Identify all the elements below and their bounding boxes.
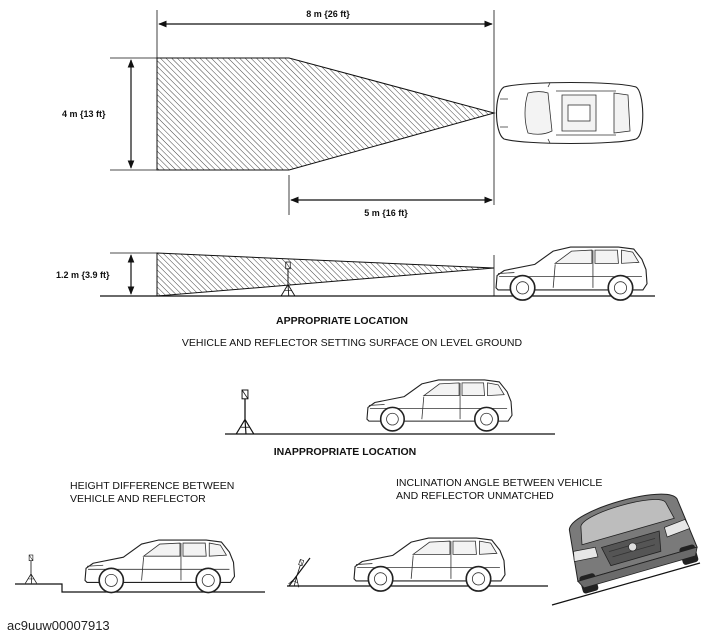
aiming-area-side-view bbox=[157, 253, 494, 296]
height-dimension-label: 4 m {13 ft} bbox=[62, 109, 106, 119]
appropriate-example bbox=[225, 380, 555, 434]
distance-dimension-label: 5 m {16 ft} bbox=[364, 208, 408, 218]
appropriate-location-caption: VEHICLE AND REFLECTOR SETTING SURFACE ON LEVEL GROUND bbox=[181, 337, 523, 349]
reflector-stand-level bbox=[236, 390, 254, 434]
appropriate-location-title: APPROPRIATE LOCATION bbox=[275, 315, 409, 327]
height-difference-example bbox=[15, 540, 265, 593]
inclination-caption-line1: INCLINATION ANGLE BETWEEN VEHICLE bbox=[396, 477, 603, 489]
mount-height-label: 1.2 m {3.9 ft} bbox=[56, 270, 110, 280]
aiming-area-top-view bbox=[157, 58, 494, 170]
vehicle-side-view bbox=[496, 247, 647, 300]
side-view-diagram bbox=[56, 247, 655, 300]
reflector-stand-lower bbox=[25, 555, 36, 583]
figure-code: ac9uuw00007913 bbox=[7, 618, 110, 633]
height-difference-caption-line2: VEHICLE AND REFLECTOR bbox=[70, 493, 206, 505]
top-view-diagram bbox=[62, 9, 643, 218]
vehicle-on-flat bbox=[354, 538, 505, 591]
inappropriate-location-title: INAPPROPRIATE LOCATION bbox=[273, 446, 417, 458]
vehicle-front-on-slope bbox=[560, 484, 701, 595]
vehicle-raised bbox=[85, 540, 234, 593]
inclination-caption-line2: AND REFLECTOR UNMATCHED bbox=[396, 490, 554, 502]
height-difference-caption-line1: HEIGHT DIFFERENCE BETWEEN bbox=[70, 480, 235, 492]
vehicle-level-ground bbox=[367, 380, 512, 431]
width-dimension-label: 8 m {26 ft} bbox=[306, 9, 350, 19]
vehicle-top-view bbox=[497, 83, 643, 144]
inclination-example bbox=[287, 484, 701, 605]
